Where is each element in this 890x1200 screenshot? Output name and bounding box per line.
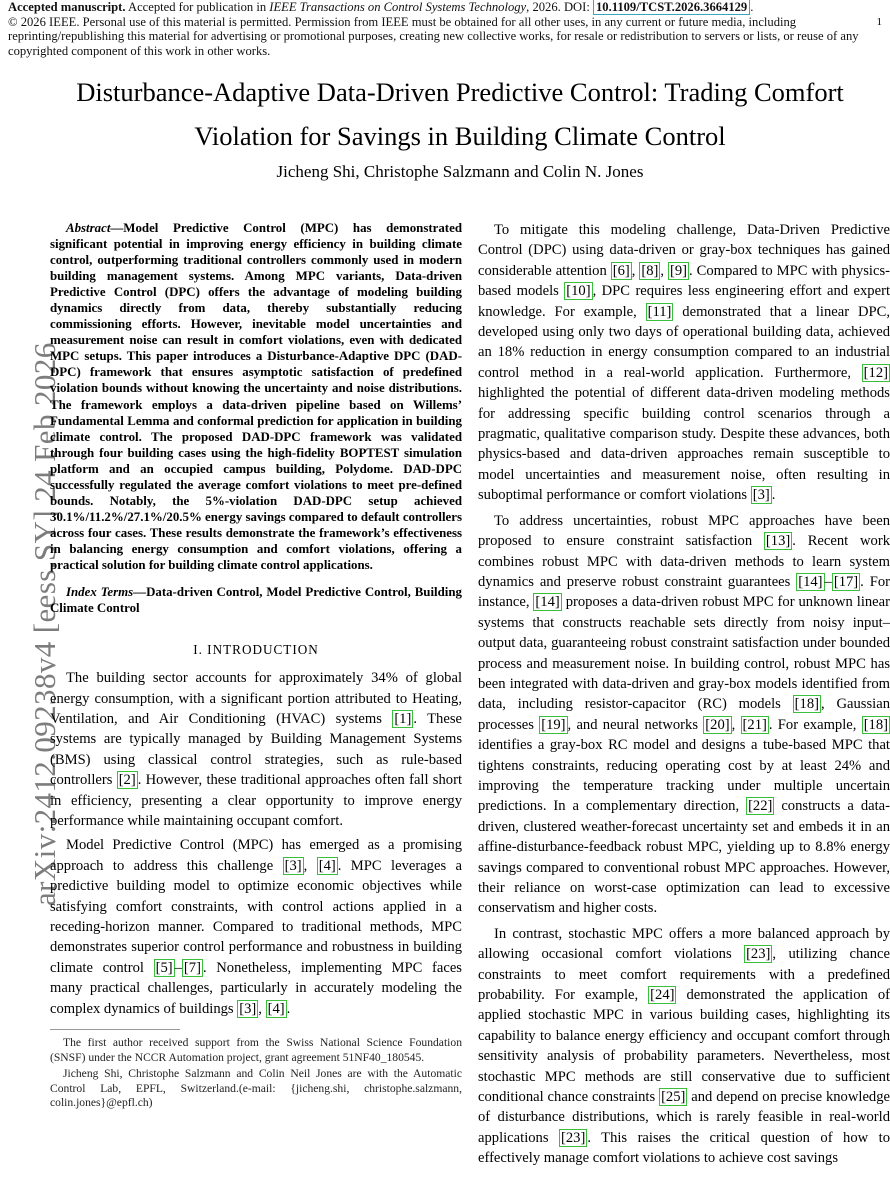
citation-link[interactable]: [4] xyxy=(267,1000,285,1017)
paragraph-text: proposes a data-driven robust MPC for unknown linear systems that constructs reachable sets directly from noisy input–output data, guaranteeing robust constraint satisfaction under bounded process and measurement noise. In building control, robust MPC has been integrated with data-driven and gray-box models identified from data, including resistor-capacitor (RC) models xyxy=(478,594,890,713)
page-number: 1 xyxy=(876,16,882,28)
paragraph-text: . However, these traditional approaches often fall short in efficiency, presenting a clear opportunity to improve energy performance while maintaining occupant comfort. xyxy=(50,772,462,829)
paragraph xyxy=(478,220,890,506)
citation-link[interactable]: [7] xyxy=(183,959,201,976)
paragraph-text: The building sector accounts for approximately 34% of global energy consumption, with a significant portion attributed to Heating, Ventilation, and Air Conditioning (HVAC) systems xyxy=(50,670,462,727)
paragraph-text: , and neural networks xyxy=(567,716,704,733)
paragraph-text: . Nonetheless, implementing MPC faces many practical challenges, particularly in accurately modeling the complex dynamics of buildings xyxy=(50,959,462,1017)
citation-link[interactable]: [4] xyxy=(318,857,336,874)
paragraph xyxy=(50,835,462,1019)
paragraph-text: . These systems are typically managed by Building Management Systems (BMS) using classical control strategies, such as rule-based controllers xyxy=(50,710,462,789)
paragraph-text: – xyxy=(824,573,832,590)
paragraph xyxy=(478,511,890,919)
citation-link[interactable]: [18] xyxy=(794,696,819,713)
citation-link[interactable]: [13] xyxy=(765,533,791,550)
paragraph-text: , xyxy=(631,262,640,279)
citation-link[interactable]: [3] xyxy=(239,1000,257,1017)
citation-link[interactable]: [21] xyxy=(742,716,767,733)
paragraph-text: demonstrated that a linear DPC, developed using only two days of operational building data, achieved an 18% reduction in energy consumption compared to an industrial control method in a real-world application. Furthermore, xyxy=(478,303,890,381)
paragraph xyxy=(50,668,462,831)
citation-link[interactable]: [17] xyxy=(833,573,859,590)
abstract-label: Abstract xyxy=(66,221,111,235)
citation-link[interactable]: [9] xyxy=(670,262,688,279)
paragraph-text: identifies a gray-box RC model and designs a tube-based MPC that tightens constraints, reducing operating cost by at least 24% and improving the temperature tracking under multiple uncertain predictions. In a complementary direction, xyxy=(478,737,890,815)
paragraph-text: To address uncertainties, robust MPC approaches have been proposed to ensure constraint satisfaction xyxy=(478,512,890,550)
citation-link[interactable]: [22] xyxy=(748,798,773,815)
doi-link[interactable]: 10.1109/TCST.2026.3664129 xyxy=(593,0,750,15)
paragraph-text: , Gaussian processes xyxy=(478,696,890,733)
paragraph-text: In contrast, stochastic MPC offers a more balanced approach by allowing occasional comfort violations xyxy=(478,925,890,963)
citation-link[interactable]: [8] xyxy=(641,262,659,279)
paragraph-text: . Recent work combines robust MPC with data-driven methods to learn system dynamics and preserve robust constraint guarantees xyxy=(478,533,890,590)
index-terms-label: Index Terms xyxy=(66,585,134,600)
paragraph-text: – xyxy=(174,959,182,976)
paragraph-text: , DPC requires less engineering effort and expert knowledge. For example, xyxy=(478,283,890,320)
citation-link[interactable]: [20] xyxy=(705,716,730,733)
paragraph-text: , xyxy=(303,857,317,874)
paragraph-text: , xyxy=(258,1000,266,1017)
right-column xyxy=(478,220,890,1174)
paragraph-text: . xyxy=(771,487,776,504)
index-terms xyxy=(50,584,462,616)
paragraph-text: Model Predictive Control (MPC) has emerged as a promising approach to address this challenge xyxy=(50,837,462,874)
paragraph-text: , utilizing chance constraints to meet comfort requirements with a predefined probability. For example, xyxy=(478,946,890,1004)
section-heading-introduction: I. INTRODUCTION xyxy=(193,642,319,658)
citation-link[interactable]: [10] xyxy=(566,283,591,300)
citation-link[interactable]: [5] xyxy=(155,959,173,976)
publication-notice: Accepted manuscript. Accepted for publication in IEEE Transactions on Control Systems Technology, 2026. DOI: 10.1109/TCST.2026.3664129 . © 2026 IEEE. Personal use of this material is permitted. Permission from IEEE must be obtained for all other uses, in any current or future media, including reprinting/republishing this material for advertising or promotional purposes, creating new collective works, for resale or redistribution to servers or lists, or reuse of any copyrighted component of this work in other works. xyxy=(8,0,859,58)
paragraph-text: . This raises the critical question of how to effectively manage comfort violations to achieve cost savings xyxy=(478,1129,890,1167)
footnote-affiliation: Jicheng Shi, Christophe Salzmann and Colin Neil Jones are with the Automatic Control Lab, EPFL, Switzerland.(e-mail: {jicheng.shi, christophe.salzmann, colin.jones}@epfl.ch) xyxy=(50,1067,462,1110)
citation-link[interactable]: [14] xyxy=(535,594,560,611)
paragraph-text: constructs a data-driven, clustered weather-forecast uncertainty set and embeds it in an affine-disturbance-feedback robust MPC, yielding up to 8.8% energy savings compared to conventional robust MPC approaches. However, their reliance on worst-case optimization can lead to excessive conservatism and higher costs. xyxy=(478,798,890,917)
arxiv-identifier: arXiv:2412.09238v4 [eess.SY] 24 Feb 2026 xyxy=(27,342,62,906)
footnote-divider xyxy=(50,1029,180,1030)
paragraph-text: . Compared to MPC with physics-based models xyxy=(478,262,890,300)
paragraph-text: . xyxy=(286,1000,291,1017)
footnote-funding: The first author received support from the Swiss National Science Foundation (SNSF) under the NCCR Automation project, grant agreement 51NF40_180545. xyxy=(50,1036,462,1064)
paragraph-text: and depend on precise knowledge of disturbance distributions, which is rarely feasible in real-world applications xyxy=(478,1089,890,1146)
citation-link[interactable]: [2] xyxy=(118,772,136,789)
citation-link[interactable]: [19] xyxy=(541,716,566,733)
citation-link[interactable]: [23] xyxy=(746,946,771,963)
abstract-text: —Model Predictive Control (MPC) has demonstrated significant potential in improving energy efficiency in building climate control, outperforming traditional controllers commonly used in modern building management systems. Among MPC variants, Data-driven Predictive Control (DPC) offers the advantage of modeling building dynamics directly from data, thereby substantially reducing commissioning efforts. However, inevitable model uncertainties and measurement noise can result in comfort violations, even with dedicated MPC setups. This paper introduces a Disturbance-Adaptive DPC (DAD-DPC) framework that ensures asymptotic satisfaction of predefined violation bounds without knowing the uncertainty and noise distributions. The framework employs a data-driven pipeline based on Willems’ Fundamental Lemma and conformal prediction for application in building climate control. The proposed DAD-DPC framework was validated through four building cases using the high-fidelity BOPTEST simulation platform and an occupied campus building, Polydome. DAD-DPC successfully regulated the average comfort violations to meet pre-defined bounds. Notably, the 5%-violation DAD-DPC setup achieved 30.1%/11.2%/27.1%/20.5% energy savings compared to default controllers across four cases. These results demonstrate the framework’s effectiveness in balancing energy consumption and comfort violations, offering a practical solution for building climate control applications. xyxy=(50,221,463,572)
citation-link[interactable]: [1] xyxy=(394,710,412,727)
paragraph-text: demonstrated the application of applied stochastic MPC in various building cases, highlighting its capability to balance energy efficiency and occupant comfort through sensitivity analysis of probability parameters. Nevertheless, most stochastic MPC methods are still conservative due to sufficient conditional chance constraints xyxy=(478,987,890,1106)
citation-link[interactable]: [25] xyxy=(661,1089,686,1106)
citation-link[interactable]: [24] xyxy=(650,987,675,1004)
paragraph xyxy=(478,924,890,1169)
paragraph-text: highlighted the potential of different data-driven modeling methods for addressing specific building control scenarios through a pragmatic, qualitative comparison study. Despite these advances, both physics-based and data-driven approaches remain susceptible to model uncertainties and measurement noise, often resulting in suboptimal performance or comfort violations xyxy=(478,385,890,504)
paragraph-text: , xyxy=(660,262,668,279)
citation-link[interactable]: [11] xyxy=(647,303,672,320)
citation-link[interactable]: [18] xyxy=(863,716,889,733)
left-column xyxy=(50,220,462,1113)
citation-link[interactable]: [12] xyxy=(863,364,888,381)
citation-link[interactable]: [3] xyxy=(284,857,302,874)
citation-link[interactable]: [6] xyxy=(612,262,630,279)
paragraph-text: . For instance, xyxy=(478,573,890,611)
copyright-text: © 2026 IEEE. Personal use of this material is permitted. Permission from IEEE must be obtained for all other uses, in any current or future media, including reprinting/republishing this material for advertising or promotional purposes, creating new collective works, for resale or redistribution to servers or lists, or reuse of any copyrighted component of this work in other works. xyxy=(8,14,859,58)
author-list: Jicheng Shi, Christophe Salzmann and Colin N. Jones xyxy=(276,162,644,181)
paragraph-text: . For example, xyxy=(768,716,862,733)
paragraph-text: To mitigate this modeling challenge, Data-Driven Predictive Control (DPC) using data-driven or gray-box techniques has gained considerable attention xyxy=(478,222,890,279)
paragraph-text: . MPC leverages a predictive building model to optimize economic objectives while satisfying comfort constraints, with control actions applied in a receding-horizon manner. Compared to traditional methods, MPC demonstrates superior control performance and robustness in building climate control xyxy=(50,857,463,976)
citation-link[interactable]: [23] xyxy=(560,1129,586,1146)
paragraph-text: , xyxy=(731,716,741,733)
abstract xyxy=(50,220,462,573)
index-terms-text: —Data-driven Control, Model Predictive Control, Building Climate Control xyxy=(50,585,462,616)
journal-name: IEEE Transactions on Control Systems Technology xyxy=(269,0,527,14)
accepted-label: Accepted manuscript. xyxy=(8,0,126,14)
citation-link[interactable]: [3] xyxy=(752,487,770,504)
paper-title: Disturbance-Adaptive Data-Driven Predictive Control: Trading Comfort Violation for Savings in Building Climate Control xyxy=(76,77,844,151)
citation-link[interactable]: [14] xyxy=(798,573,823,590)
